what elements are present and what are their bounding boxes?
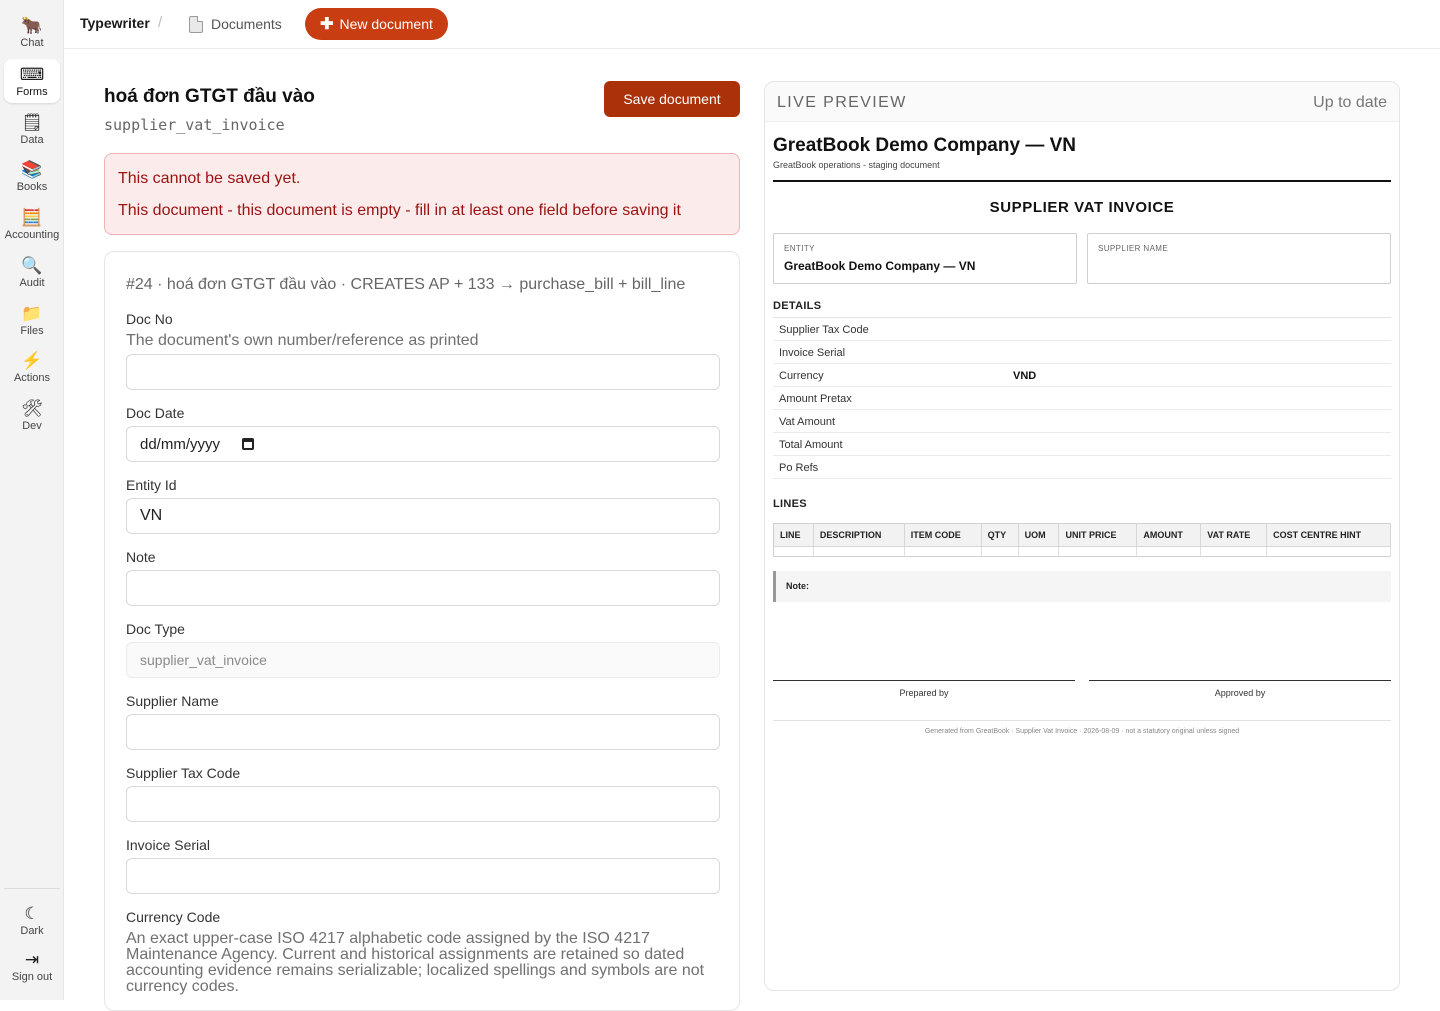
sidebar-item-files[interactable] <box>4 298 60 342</box>
note-box <box>773 571 1391 602</box>
currency-code-help: An exact upper-case ISO 4217 alphabetic code assigned by the ISO 4217 Maintenance Agency. Current and historical assignments are retained so dated accounting evidence remains serializable; localized spellings and symbols are not currency codes. <box>126 930 705 995</box>
moon-icon: ☾ <box>24 903 40 923</box>
sidebar-divider <box>4 888 60 889</box>
table-cell <box>981 547 1018 557</box>
sidebar-item-label: Dark <box>20 924 44 937</box>
lines-table <box>773 523 1391 557</box>
alert-title: This cannot be saved yet. <box>118 170 301 187</box>
supplier-tax-code-label: Supplier Tax Code <box>126 765 241 781</box>
detail-key: Invoice Serial <box>779 347 846 359</box>
column-header: DESCRIPTION <box>813 524 904 547</box>
entity-id-input[interactable]: VN <box>126 498 720 534</box>
save-document-button[interactable]: Save document <box>604 81 740 117</box>
doc-no-label: Doc No <box>126 311 173 327</box>
sidebar-item-books[interactable] <box>4 154 60 198</box>
lines-header-row <box>774 524 1391 547</box>
sign-out-button[interactable] <box>4 944 60 988</box>
sidebar-item-accounting[interactable] <box>4 202 60 246</box>
approved-by-line <box>1089 680 1391 681</box>
document-heading: SUPPLIER VAT INVOICE <box>989 199 1175 216</box>
new-document-button[interactable] <box>305 8 448 40</box>
detail-row <box>773 364 1391 387</box>
table-row <box>774 547 1391 557</box>
header-rule <box>773 180 1391 182</box>
column-header: ITEM CODE <box>904 524 981 547</box>
sidebar-item-label: Audit <box>19 276 45 289</box>
ox-icon: 🐂 <box>21 15 43 35</box>
table-cell <box>1201 547 1267 557</box>
detail-key: Supplier Tax Code <box>779 324 869 336</box>
document-icon <box>189 16 203 33</box>
sidebar <box>0 0 64 1000</box>
company-name: GreatBook Demo Company — VN <box>773 135 1076 156</box>
sidebar-item-chat[interactable] <box>4 10 60 54</box>
keyboard-icon: ⌨ <box>19 64 45 84</box>
column-header: VAT RATE <box>1201 524 1267 547</box>
sidebar-item-label: Dev <box>22 419 42 432</box>
supplier-tax-code-input[interactable] <box>126 786 720 822</box>
lightning-icon: ⚡ <box>21 350 43 370</box>
form-card-header: #24 · hoá đơn GTGT đầu vào · CREATES AP + 133 → purchase_bill + bill_line <box>126 276 686 293</box>
abacus-icon: 🧮 <box>21 207 43 227</box>
supplier-name-input[interactable] <box>126 714 720 750</box>
dark-mode-toggle[interactable] <box>4 898 60 942</box>
invoice-serial-input[interactable] <box>126 858 720 894</box>
currency-code-label: Currency Code <box>126 909 221 925</box>
preview-footer: Generated from GreatBook · Supplier Vat Invoice · 2026-08-09 · not a statutory original unless signed <box>924 728 1240 735</box>
books-icon: 📚 <box>21 159 43 179</box>
sidebar-item-data[interactable] <box>4 107 60 151</box>
table-cell <box>1059 547 1137 557</box>
doc-type-input: supplier_vat_invoice <box>126 642 720 678</box>
live-preview <box>764 81 1400 991</box>
entity-box-value: GreatBook Demo Company — VN <box>784 259 976 273</box>
column-header: AMOUNT <box>1137 524 1201 547</box>
sidebar-item-forms[interactable] <box>4 59 60 103</box>
entity-id-label: Entity Id <box>126 477 177 493</box>
detail-value: VND <box>1013 370 1037 382</box>
breadcrumb-separator: / <box>158 14 163 31</box>
supplier-name-label: Supplier Name <box>126 693 219 709</box>
sidebar-item-label: Forms <box>16 85 48 98</box>
detail-row <box>773 341 1391 364</box>
preview-header <box>765 82 1399 122</box>
lines-section-label: LINES <box>773 498 807 510</box>
approved-by-label: Approved by <box>1214 688 1266 698</box>
column-header: COST CENTRE HINT <box>1267 524 1391 547</box>
detail-row <box>773 387 1391 410</box>
alert-message: This document - this document is empty - fill in at least one field before saving it <box>118 202 681 219</box>
doc-date-label: Doc Date <box>126 405 185 421</box>
folder-icon: 📁 <box>21 303 43 323</box>
error-alert <box>104 153 740 235</box>
prepared-by-label: Prepared by <box>899 688 949 698</box>
details-section-label: DETAILS <box>773 300 822 312</box>
new-document-label: New document <box>339 16 433 32</box>
sidebar-item-label: Files <box>20 324 44 337</box>
page-title: hoá đơn GTGT đầu vào <box>104 86 315 107</box>
detail-row <box>773 456 1391 479</box>
form-code: supplier_vat_invoice <box>104 116 285 134</box>
plus-icon: ✚ <box>320 16 334 33</box>
sidebar-item-audit[interactable] <box>4 250 60 294</box>
table-cell <box>1267 547 1391 557</box>
sidebar-item-dev[interactable] <box>4 393 60 437</box>
footer-rule <box>773 720 1391 721</box>
sidebar-item-label: Books <box>16 180 48 193</box>
sidebar-item-label: Accounting <box>4 228 60 241</box>
sidebar-item-label: Sign out <box>11 970 53 983</box>
column-header: UOM <box>1018 524 1059 547</box>
note-input[interactable] <box>126 570 720 606</box>
supplier-box-label: SUPPLIER NAME <box>1098 244 1169 253</box>
doc-date-placeholder: dd/mm/yyyy <box>140 435 221 453</box>
note-label: Note <box>126 549 156 565</box>
supplier-box <box>1087 233 1391 284</box>
sidebar-item-actions[interactable] <box>4 345 60 389</box>
detail-row <box>773 318 1391 341</box>
sidebar-item-label: Data <box>20 133 44 146</box>
preview-title: LIVE PREVIEW <box>777 94 907 111</box>
details-table <box>773 317 1391 479</box>
prepared-by-line <box>773 680 1075 681</box>
doc-no-help: The document's own number/reference as printed <box>126 332 479 349</box>
breadcrumb-documents[interactable] <box>189 12 282 36</box>
table-cell <box>1018 547 1059 557</box>
detail-key: Po Refs <box>779 462 819 474</box>
table-cell <box>904 547 981 557</box>
ledger-icon: 🗒 <box>21 112 43 132</box>
form-card <box>104 251 740 1011</box>
doc-type-label: Doc Type <box>126 621 185 637</box>
doc-date-input[interactable] <box>126 426 720 462</box>
detail-key: Amount Pretax <box>779 393 852 405</box>
detail-row <box>773 433 1391 456</box>
magnifier-icon: 🔍 <box>21 255 43 275</box>
detail-row <box>773 410 1391 433</box>
column-header: UNIT PRICE <box>1059 524 1137 547</box>
calendar-icon[interactable] <box>242 438 254 450</box>
detail-key: Total Amount <box>779 439 843 451</box>
invoice-serial-label: Invoice Serial <box>126 837 211 853</box>
brand-name[interactable]: Typewriter <box>80 15 150 31</box>
topbar <box>64 0 1440 49</box>
table-cell <box>1137 547 1201 557</box>
detail-key: Vat Amount <box>779 416 836 428</box>
preview-status: Up to date <box>1313 94 1387 111</box>
tools-icon: 🛠 <box>21 398 43 418</box>
sign-out-icon: ⇥ <box>24 949 40 969</box>
entity-box-label: ENTITY <box>784 244 815 253</box>
sidebar-item-label: Chat <box>20 36 44 49</box>
doc-no-input[interactable] <box>126 354 720 390</box>
column-header: LINE <box>774 524 814 547</box>
table-cell <box>813 547 904 557</box>
detail-key: Currency <box>779 370 824 382</box>
sidebar-item-label: Actions <box>13 371 51 384</box>
entity-box <box>773 233 1077 284</box>
table-cell <box>774 547 814 557</box>
company-subtitle: GreatBook operations - staging document <box>773 160 940 170</box>
breadcrumb-label: Documents <box>211 16 282 32</box>
note-label: Note: <box>786 581 809 591</box>
column-header: QTY <box>981 524 1018 547</box>
